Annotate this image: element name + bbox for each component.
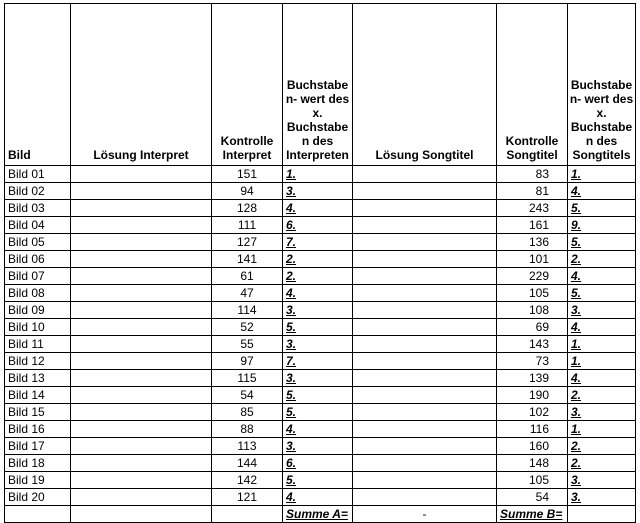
- buchstabe-interpret-cell: 4.: [283, 285, 353, 302]
- bild-cell: Bild 17: [5, 438, 71, 455]
- kontrolle-interpret-cell: 142: [212, 472, 283, 489]
- loesung-interpret-input[interactable]: [71, 285, 212, 302]
- buchstabe-songtitel-cell: 3.: [568, 489, 636, 506]
- buchstabe-interpret-cell: 4.: [283, 200, 353, 217]
- summe-a-label: Summe A=: [283, 506, 353, 523]
- loesung-interpret-input[interactable]: [71, 166, 212, 183]
- buchstabe-songtitel-cell: 4.: [568, 370, 636, 387]
- buchstabe-interpret-cell: 2.: [283, 251, 353, 268]
- buchstabe-songtitel-cell: 5.: [568, 285, 636, 302]
- kontrolle-songtitel-cell: 108: [497, 302, 568, 319]
- buchstabe-interpret-cell: 6.: [283, 217, 353, 234]
- header-bild: Bild: [5, 4, 71, 166]
- loesung-songtitel-input[interactable]: [353, 421, 497, 438]
- summary-empty-cell: [568, 506, 636, 523]
- loesung-songtitel-input[interactable]: [353, 472, 497, 489]
- kontrolle-interpret-cell: 88: [212, 421, 283, 438]
- buchstabe-interpret-cell: 5.: [283, 472, 353, 489]
- loesung-songtitel-input[interactable]: [353, 489, 497, 506]
- summe-b-label: Summe B=: [497, 506, 568, 523]
- buchstabe-songtitel-cell: 2.: [568, 251, 636, 268]
- buchstabe-songtitel-cell: 3.: [568, 302, 636, 319]
- loesung-songtitel-input[interactable]: [353, 217, 497, 234]
- header-kontrolle-interpret: Kontrolle Interpret: [212, 4, 283, 166]
- table-row: [5, 166, 636, 183]
- bild-cell: Bild 18: [5, 455, 71, 472]
- table-row: [5, 387, 636, 404]
- bild-cell: Bild 14: [5, 387, 71, 404]
- buchstabe-interpret-cell: 5.: [283, 387, 353, 404]
- bild-cell: Bild 11: [5, 336, 71, 353]
- buchstabe-interpret-cell: 2.: [283, 268, 353, 285]
- loesung-interpret-input[interactable]: [71, 183, 212, 200]
- summary-row: [5, 506, 636, 523]
- kontrolle-songtitel-cell: 54: [497, 489, 568, 506]
- table-row: [5, 285, 636, 302]
- kontrolle-songtitel-cell: 83: [497, 166, 568, 183]
- kontrolle-songtitel-cell: 136: [497, 234, 568, 251]
- table-row: [5, 472, 636, 489]
- loesung-interpret-input[interactable]: [71, 472, 212, 489]
- summary-empty-cell: [212, 506, 283, 523]
- kontrolle-interpret-cell: 141: [212, 251, 283, 268]
- bild-cell: Bild 16: [5, 421, 71, 438]
- table-row: [5, 217, 636, 234]
- loesung-interpret-input[interactable]: [71, 370, 212, 387]
- table-row: [5, 353, 636, 370]
- bild-cell: Bild 06: [5, 251, 71, 268]
- loesung-interpret-input[interactable]: [71, 455, 212, 472]
- header-row: [5, 4, 636, 166]
- table-row: [5, 438, 636, 455]
- loesung-songtitel-input[interactable]: [353, 200, 497, 217]
- kontrolle-songtitel-cell: 116: [497, 421, 568, 438]
- table-body: [5, 166, 636, 523]
- kontrolle-interpret-cell: 113: [212, 438, 283, 455]
- kontrolle-songtitel-cell: 73: [497, 353, 568, 370]
- loesung-songtitel-input[interactable]: [353, 268, 497, 285]
- buchstabe-songtitel-cell: 2.: [568, 387, 636, 404]
- loesung-songtitel-input[interactable]: [353, 251, 497, 268]
- kontrolle-songtitel-cell: 161: [497, 217, 568, 234]
- table-row: [5, 421, 636, 438]
- loesung-interpret-input[interactable]: [71, 268, 212, 285]
- table-row: [5, 183, 636, 200]
- buchstabe-interpret-cell: 3.: [283, 302, 353, 319]
- bild-cell: Bild 02: [5, 183, 71, 200]
- bild-cell: Bild 01: [5, 166, 71, 183]
- table-row: [5, 455, 636, 472]
- buchstabe-songtitel-cell: 2.: [568, 438, 636, 455]
- buchstabe-songtitel-cell: 5.: [568, 200, 636, 217]
- loesung-songtitel-input[interactable]: [353, 234, 497, 251]
- loesung-songtitel-input[interactable]: [353, 370, 497, 387]
- loesung-songtitel-input[interactable]: [353, 183, 497, 200]
- kontrolle-interpret-cell: 85: [212, 404, 283, 421]
- kontrolle-songtitel-cell: 102: [497, 404, 568, 421]
- header-kontrolle-songtitel: Kontrolle Songtitel: [497, 4, 568, 166]
- loesung-interpret-input[interactable]: [71, 217, 212, 234]
- loesung-interpret-input[interactable]: [71, 251, 212, 268]
- kontrolle-interpret-cell: 61: [212, 268, 283, 285]
- loesung-songtitel-input[interactable]: [353, 336, 497, 353]
- kontrolle-interpret-cell: 94: [212, 183, 283, 200]
- loesung-interpret-input[interactable]: [71, 336, 212, 353]
- kontrolle-interpret-cell: 97: [212, 353, 283, 370]
- kontrolle-songtitel-cell: 69: [497, 319, 568, 336]
- buchstabe-interpret-cell: 7.: [283, 234, 353, 251]
- table-row: [5, 200, 636, 217]
- loesung-interpret-input[interactable]: [71, 387, 212, 404]
- buchstabe-interpret-cell: 3.: [283, 336, 353, 353]
- kontrolle-songtitel-cell: 243: [497, 200, 568, 217]
- kontrolle-interpret-cell: 55: [212, 336, 283, 353]
- table-row: [5, 302, 636, 319]
- kontrolle-interpret-cell: 54: [212, 387, 283, 404]
- loesung-interpret-input[interactable]: [71, 489, 212, 506]
- buchstabe-songtitel-cell: 1.: [568, 421, 636, 438]
- kontrolle-interpret-cell: 111: [212, 217, 283, 234]
- bild-cell: Bild 09: [5, 302, 71, 319]
- kontrolle-interpret-cell: 115: [212, 370, 283, 387]
- header-loesung-interpret: Lösung Interpret: [71, 4, 212, 166]
- kontrolle-songtitel-cell: 81: [497, 183, 568, 200]
- kontrolle-songtitel-cell: 139: [497, 370, 568, 387]
- kontrolle-interpret-cell: 121: [212, 489, 283, 506]
- table-row: [5, 319, 636, 336]
- bild-cell: Bild 08: [5, 285, 71, 302]
- loesung-songtitel-input[interactable]: [353, 319, 497, 336]
- loesung-interpret-input[interactable]: [71, 438, 212, 455]
- solution-table: [4, 3, 636, 523]
- table-row: [5, 234, 636, 251]
- header-buchstabe-songtitel: Buchstabe n- wert des x. Buchstabe n des Songtitels: [568, 4, 636, 166]
- buchstabe-interpret-cell: 4.: [283, 489, 353, 506]
- table-row: [5, 489, 636, 506]
- buchstabe-interpret-cell: 3.: [283, 438, 353, 455]
- buchstabe-interpret-cell: 4.: [283, 421, 353, 438]
- kontrolle-songtitel-cell: 190: [497, 387, 568, 404]
- loesung-songtitel-input[interactable]: [353, 166, 497, 183]
- kontrolle-songtitel-cell: 143: [497, 336, 568, 353]
- bild-cell: Bild 10: [5, 319, 71, 336]
- buchstabe-songtitel-cell: 4.: [568, 268, 636, 285]
- kontrolle-songtitel-cell: 105: [497, 285, 568, 302]
- loesung-interpret-input[interactable]: [71, 421, 212, 438]
- loesung-songtitel-input[interactable]: [353, 285, 497, 302]
- kontrolle-interpret-cell: 144: [212, 455, 283, 472]
- header-loesung-songtitel: Lösung Songtitel: [353, 4, 497, 166]
- summary-dot: -: [353, 506, 497, 523]
- buchstabe-songtitel-cell: 1.: [568, 353, 636, 370]
- buchstabe-songtitel-cell: 9.: [568, 217, 636, 234]
- kontrolle-songtitel-cell: 229: [497, 268, 568, 285]
- bild-cell: Bild 07: [5, 268, 71, 285]
- buchstabe-songtitel-cell: 4.: [568, 319, 636, 336]
- kontrolle-interpret-cell: 127: [212, 234, 283, 251]
- buchstabe-songtitel-cell: 1.: [568, 336, 636, 353]
- loesung-songtitel-input[interactable]: [353, 302, 497, 319]
- loesung-songtitel-input[interactable]: [353, 438, 497, 455]
- buchstabe-songtitel-cell: 3.: [568, 404, 636, 421]
- kontrolle-songtitel-cell: 101: [497, 251, 568, 268]
- bild-cell: Bild 05: [5, 234, 71, 251]
- kontrolle-songtitel-cell: 105: [497, 472, 568, 489]
- loesung-interpret-input[interactable]: [71, 319, 212, 336]
- table-row: [5, 370, 636, 387]
- bild-cell: Bild 20: [5, 489, 71, 506]
- buchstabe-interpret-cell: 5.: [283, 319, 353, 336]
- buchstabe-songtitel-cell: 5.: [568, 234, 636, 251]
- loesung-songtitel-input[interactable]: [353, 353, 497, 370]
- kontrolle-songtitel-cell: 148: [497, 455, 568, 472]
- buchstabe-interpret-cell: 3.: [283, 370, 353, 387]
- header-buchstabe-interpret: Buchstabe n- wert des x. Buchstabe n des Interpreten: [283, 4, 353, 166]
- buchstabe-interpret-cell: 1.: [283, 166, 353, 183]
- buchstabe-songtitel-cell: 3.: [568, 472, 636, 489]
- kontrolle-interpret-cell: 52: [212, 319, 283, 336]
- bild-cell: Bild 12: [5, 353, 71, 370]
- loesung-songtitel-input[interactable]: [353, 387, 497, 404]
- buchstabe-songtitel-cell: 1.: [568, 166, 636, 183]
- buchstabe-interpret-cell: 7.: [283, 353, 353, 370]
- loesung-interpret-input[interactable]: [71, 234, 212, 251]
- kontrolle-interpret-cell: 114: [212, 302, 283, 319]
- buchstabe-songtitel-cell: 4.: [568, 183, 636, 200]
- loesung-interpret-input[interactable]: [71, 302, 212, 319]
- bild-cell: Bild 19: [5, 472, 71, 489]
- buchstabe-interpret-cell: 6.: [283, 455, 353, 472]
- loesung-songtitel-input[interactable]: [353, 404, 497, 421]
- table-row: [5, 251, 636, 268]
- bild-cell: Bild 15: [5, 404, 71, 421]
- buchstabe-songtitel-cell: 2.: [568, 455, 636, 472]
- kontrolle-interpret-cell: 128: [212, 200, 283, 217]
- table-row: [5, 268, 636, 285]
- bild-cell: Bild 03: [5, 200, 71, 217]
- table-row: [5, 336, 636, 353]
- buchstabe-interpret-cell: 3.: [283, 183, 353, 200]
- loesung-interpret-input[interactable]: [71, 404, 212, 421]
- summary-empty-cell: [71, 506, 212, 523]
- loesung-interpret-input[interactable]: [71, 353, 212, 370]
- table-row: [5, 404, 636, 421]
- kontrolle-interpret-cell: 47: [212, 285, 283, 302]
- summary-empty-cell: [5, 506, 71, 523]
- loesung-songtitel-input[interactable]: [353, 455, 497, 472]
- loesung-interpret-input[interactable]: [71, 200, 212, 217]
- bild-cell: Bild 04: [5, 217, 71, 234]
- kontrolle-interpret-cell: 151: [212, 166, 283, 183]
- bild-cell: Bild 13: [5, 370, 71, 387]
- kontrolle-songtitel-cell: 160: [497, 438, 568, 455]
- buchstabe-interpret-cell: 5.: [283, 404, 353, 421]
